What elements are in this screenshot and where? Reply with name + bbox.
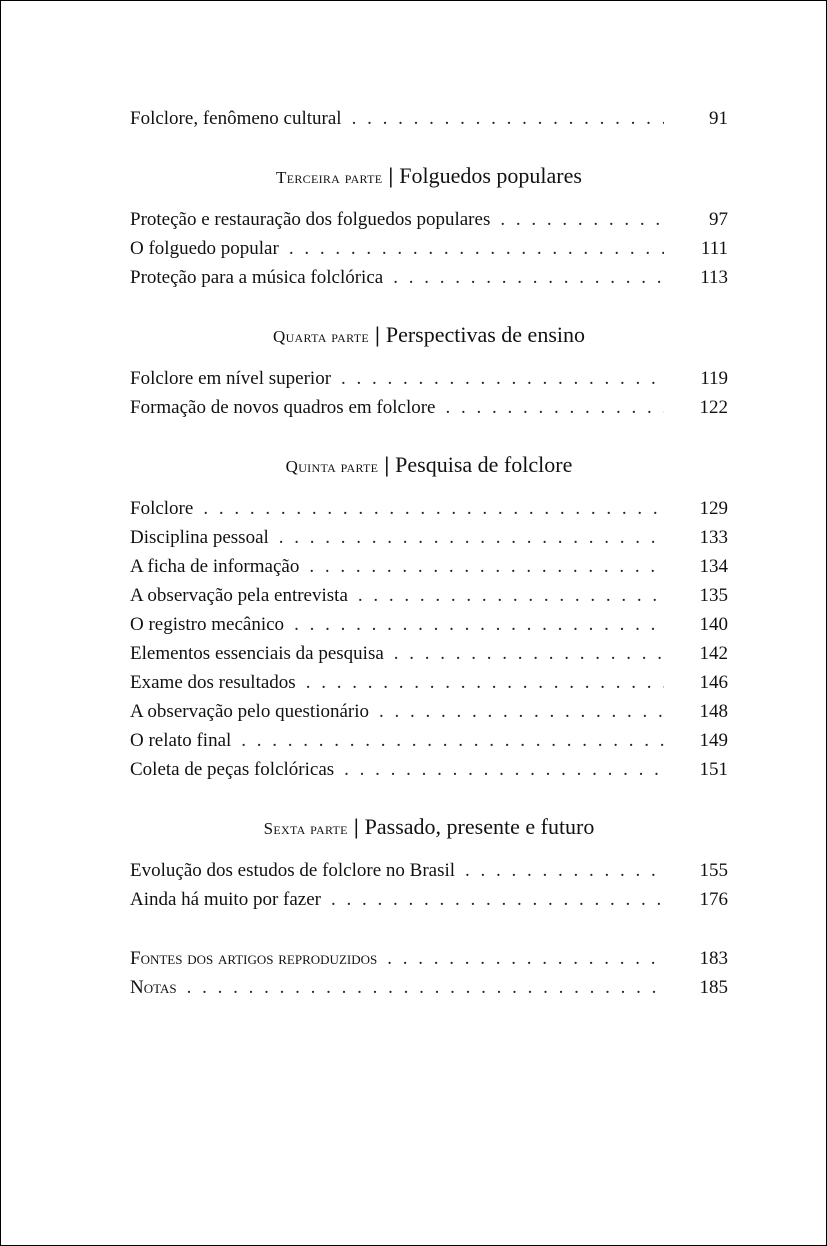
toc-entry[interactable] bbox=[130, 581, 728, 610]
toc-entry-page: 142 bbox=[699, 643, 728, 664]
toc-entry-title: A observação pela entrevista bbox=[130, 585, 348, 606]
dot-leader bbox=[358, 581, 664, 610]
toc-entry-page: 97 bbox=[709, 209, 728, 230]
toc-entry[interactable] bbox=[130, 552, 728, 581]
toc-entry-notas[interactable] bbox=[130, 973, 728, 1002]
toc-entry[interactable] bbox=[130, 494, 728, 523]
toc-entry-title: Fontes dos artigos reproduzidos bbox=[130, 948, 378, 969]
toc-entry-page: 185 bbox=[699, 977, 728, 998]
dot-leader bbox=[465, 856, 664, 885]
toc-entry[interactable] bbox=[130, 523, 728, 552]
toc-entry[interactable] bbox=[130, 393, 728, 422]
toc-entry-title: Coleta de peças folclóricas bbox=[130, 759, 335, 780]
section-separator: | bbox=[353, 814, 359, 839]
toc-entry-page: 149 bbox=[699, 730, 728, 751]
toc-entry-title: Proteção e restauração dos folguedos populares bbox=[130, 209, 491, 230]
toc-entry-title: Proteção para a música folclórica bbox=[130, 267, 384, 288]
toc-entry-title: O folguedo popular bbox=[130, 238, 279, 259]
section-separator: | bbox=[374, 322, 380, 347]
section-title: Perspectivas de ensino bbox=[385, 322, 585, 347]
toc-entry-title: O relato final bbox=[130, 730, 232, 751]
toc-entry[interactable] bbox=[130, 697, 728, 726]
section-separator: | bbox=[388, 163, 394, 188]
toc-entry-title: Notas bbox=[130, 977, 177, 998]
section-heading-quarta-parte bbox=[130, 320, 728, 350]
section-heading-sexta-parte bbox=[130, 812, 728, 842]
dot-leader bbox=[379, 697, 664, 726]
toc-entry[interactable] bbox=[130, 234, 728, 263]
section-heading-quinta-parte bbox=[130, 450, 728, 480]
toc-entry-page: 176 bbox=[699, 889, 728, 910]
dot-leader bbox=[294, 610, 664, 639]
dot-leader bbox=[289, 234, 664, 263]
toc-entry-page: 91 bbox=[709, 108, 728, 129]
toc-entry-title: Elementos essenciais da pesquisa bbox=[130, 643, 384, 664]
table-of-contents bbox=[130, 104, 728, 1002]
toc-entry[interactable] bbox=[130, 104, 728, 133]
toc-entry[interactable] bbox=[130, 263, 728, 292]
spacer bbox=[130, 914, 728, 944]
toc-entry[interactable] bbox=[130, 726, 728, 755]
dot-leader bbox=[331, 885, 664, 914]
dot-leader bbox=[387, 944, 664, 973]
section-heading-terceira-parte bbox=[130, 161, 728, 191]
toc-entry[interactable] bbox=[130, 364, 728, 393]
toc-entry-page: 151 bbox=[699, 759, 728, 780]
section-title: Folguedos populares bbox=[399, 163, 582, 188]
toc-entry-page: 129 bbox=[699, 498, 728, 519]
toc-entry-title: Folclore em nível superior bbox=[130, 368, 332, 389]
toc-entry-page: 119 bbox=[700, 368, 728, 389]
toc-entry-title: Folclore bbox=[130, 498, 194, 519]
toc-entry-title: Folclore, fenômeno cultural bbox=[130, 108, 342, 129]
section-label: Terceira parte bbox=[276, 168, 383, 187]
section-label: Quinta parte bbox=[285, 457, 379, 476]
toc-entry-page: 122 bbox=[699, 397, 728, 418]
toc-entry[interactable] bbox=[130, 610, 728, 639]
dot-leader bbox=[344, 755, 664, 784]
toc-entry-page: 148 bbox=[699, 701, 728, 722]
toc-entry-page: 155 bbox=[699, 860, 728, 881]
toc-entry-title: A ficha de informação bbox=[130, 556, 300, 577]
toc-entry-title: Disciplina pessoal bbox=[130, 527, 269, 548]
toc-entry-page: 140 bbox=[699, 614, 728, 635]
dot-leader bbox=[309, 552, 664, 581]
section-label: Quarta parte bbox=[273, 327, 369, 346]
toc-entry[interactable] bbox=[130, 755, 728, 784]
dot-leader bbox=[394, 639, 664, 668]
dot-leader bbox=[500, 205, 664, 234]
toc-entry-page: 111 bbox=[700, 238, 728, 259]
toc-entry-title: O registro mecânico bbox=[130, 614, 285, 635]
dot-leader bbox=[306, 668, 664, 697]
section-title: Pesquisa de folclore bbox=[395, 452, 573, 477]
toc-entry[interactable] bbox=[130, 856, 728, 885]
section-separator: | bbox=[384, 452, 390, 477]
toc-entry-page: 134 bbox=[699, 556, 728, 577]
toc-entry-page: 135 bbox=[699, 585, 728, 606]
toc-entry-title: Exame dos resultados bbox=[130, 672, 296, 693]
toc-entry[interactable] bbox=[130, 639, 728, 668]
dot-leader bbox=[279, 523, 664, 552]
toc-entry[interactable] bbox=[130, 885, 728, 914]
toc-entry-page: 133 bbox=[699, 527, 728, 548]
toc-entry-title: Formação de novos quadros em folclore bbox=[130, 397, 436, 418]
toc-entry-page: 146 bbox=[699, 672, 728, 693]
toc-entry-page: 113 bbox=[700, 267, 728, 288]
dot-leader bbox=[393, 263, 664, 292]
toc-entry-fontes[interactable] bbox=[130, 944, 728, 973]
toc-entry-title: Ainda há muito por fazer bbox=[130, 889, 321, 910]
toc-entry[interactable] bbox=[130, 205, 728, 234]
dot-leader bbox=[203, 494, 664, 523]
toc-entry-page: 183 bbox=[699, 948, 728, 969]
toc-entry-title: Evolução dos estudos de folclore no Brasil bbox=[130, 860, 456, 881]
dot-leader bbox=[352, 104, 664, 133]
section-title: Passado, presente e futuro bbox=[364, 814, 595, 839]
toc-entry[interactable] bbox=[130, 668, 728, 697]
dot-leader bbox=[241, 726, 664, 755]
dot-leader bbox=[446, 393, 665, 422]
dot-leader bbox=[187, 973, 664, 1002]
dot-leader bbox=[341, 364, 664, 393]
toc-entry-title: A observação pelo questionário bbox=[130, 701, 370, 722]
section-label: Sexta parte bbox=[263, 819, 348, 838]
